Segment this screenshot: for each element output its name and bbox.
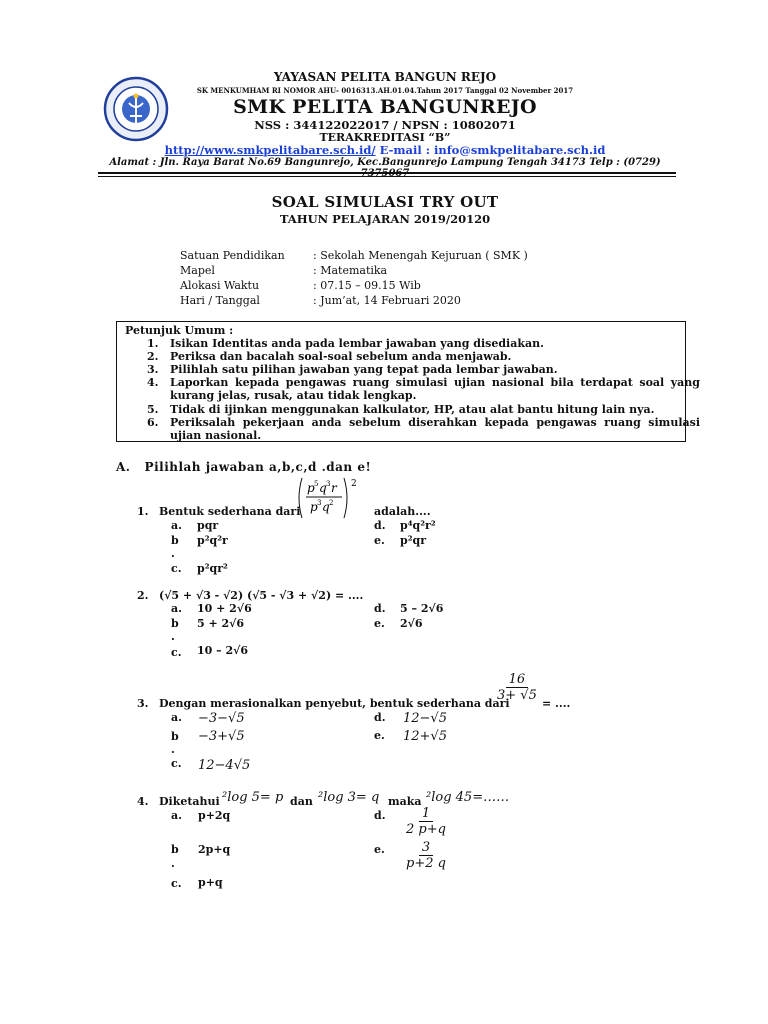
foundation-name: YAYASAN PELITA BANGUN REJO [273, 70, 497, 84]
info-value: : Matematika [313, 264, 388, 277]
q2-option-a[interactable]: 10 + 2√6 [197, 602, 252, 615]
q2-number: 2. [137, 589, 149, 602]
q4-option-d[interactable] [403, 806, 449, 837]
svg-text:q: q [319, 481, 327, 495]
q3-fraction [494, 672, 540, 703]
q4-e-den: p+2 q [406, 856, 446, 871]
q2-stem: (√5 + √3 - √2) (√5 - √3 + √2) = .... [159, 589, 364, 602]
q1-label-d: d. [374, 519, 386, 532]
q3-option-b[interactable]: −3+√5 [198, 729, 245, 744]
q2-option-b[interactable]: 5 + 2√6 [197, 617, 245, 630]
q2-label-c: c. [171, 646, 182, 659]
q2-label-b-dot: . [171, 630, 175, 643]
page-title: SOAL SIMULASI TRY OUT [271, 193, 499, 211]
q3-label-b: b [171, 730, 179, 743]
q4-option-c[interactable]: p+q [198, 876, 223, 889]
info-label: Hari / Tanggal [180, 294, 260, 307]
info-label: Mapel [180, 264, 215, 277]
q4-label-b-dot: . [171, 857, 175, 870]
info-label: Satuan Pendidikan [180, 249, 285, 262]
q3-label-c: c. [171, 757, 182, 770]
q2-label-a: a. [171, 602, 182, 615]
website-link[interactable]: http://www.smkpelitabare.sch.id/ [164, 143, 376, 157]
svg-text:3: 3 [317, 499, 322, 507]
q4-option-b[interactable]: 2p+q [198, 843, 231, 856]
svg-text:2: 2 [329, 499, 334, 507]
q4-stem: Diketahui [159, 795, 220, 808]
q4-number: 4. [137, 795, 149, 808]
q3-label-b-dot: . [171, 743, 175, 756]
q1-number: 1. [137, 505, 149, 518]
q1-option-b[interactable]: p²q²r [197, 534, 228, 547]
q4-and: dan [290, 795, 313, 808]
q4-expr3: ²log 45=…… [426, 790, 510, 805]
q2-label-e: e. [374, 617, 385, 630]
q4-label-b: b [171, 843, 179, 856]
q4-option-e[interactable] [403, 840, 449, 871]
instructions-box: Petunjuk Umum : 1. Isikan Identitas anda pada lembar jawaban yang disediakan. 2. Periksa dan bacalah soal-soal sebelum anda menjawab. 3. Pilihlah satu pilihan jawaban yang tepat pada lembar jawaban. 4. Laporkan kepada pengawas ruang simulasi ujian nasional bila terdapat soal yang kurang jelas, rusak, atau tidak lengkap. 5. Tidak di ijinkan menggunakan kalkulator, HP, atau alat bantu hitung lain nya. 6. Periksalah pekerjaan anda sebelum diserahkan kepada pengawas ruang simulasi ujian nasional. [116, 321, 686, 442]
page-subtitle: TAHUN PELAJARAN 2019/20120 [279, 212, 491, 226]
q4-expr1: ²log 5= p [222, 790, 284, 805]
q4-e-num: 3 [419, 840, 433, 856]
q3-frac-den: 3+ √5 [497, 688, 537, 703]
email-text: E-mail : info@smkpelitabare.sch.id [379, 143, 606, 157]
q1-outer-exponent: 2 [351, 479, 357, 489]
q3-label-e: e. [374, 729, 385, 742]
q3-option-e[interactable]: 12+√5 [403, 729, 447, 744]
school-name: SMK PELITA BANGUNREJO [233, 96, 537, 118]
q2-option-c[interactable]: 10 – 2√6 [197, 644, 249, 657]
q3-option-a[interactable]: −3−√5 [198, 711, 245, 726]
q1-label-a: a. [171, 519, 182, 532]
svg-text:5: 5 [314, 480, 319, 488]
contact-line [150, 143, 620, 157]
q2-option-d[interactable]: 5 – 2√6 [400, 602, 444, 615]
section-heading: A. Pilihlah jawaban a,b,c,d .dan e! [116, 460, 372, 474]
q3-tail: = .... [542, 697, 571, 710]
q1-label-c: c. [171, 562, 182, 575]
q2-option-e[interactable]: 2√6 [400, 617, 423, 630]
info-value: : Sekolah Menengah Kejuruan ( SMK ) [313, 249, 528, 262]
q1-tail: adalah.... [374, 505, 431, 518]
q4-option-a[interactable]: p+2q [198, 809, 231, 822]
q4-maka: maka [388, 795, 422, 808]
info-value: : 07.15 – 09.15 Wib [313, 279, 421, 292]
q3-option-d[interactable]: 12−√5 [403, 711, 447, 726]
q1-stem: Bentuk sederhana dari [159, 505, 301, 518]
header-divider [98, 172, 676, 174]
q3-frac-num: 16 [506, 672, 529, 688]
q1-expression [296, 474, 360, 522]
q1-label-e: e. [374, 534, 385, 547]
q1-option-a[interactable]: pqr [197, 519, 219, 532]
q3-label-a: a. [171, 711, 182, 724]
q4-expr2: ²log 3= q [318, 790, 380, 805]
header-divider-thin [98, 176, 676, 177]
q4-label-d: d. [374, 809, 386, 822]
info-label: Alokasi Waktu [180, 279, 260, 292]
svg-text:3: 3 [326, 480, 331, 488]
address: Alamat : Jln. Raya Barat No.69 Bangunrejo, Kec.Bangunrejo Lampung Tengah 34173 Telp : (0729) 7375067 [109, 157, 661, 179]
decree-line: SK MENKUMHAM RI NOMOR AHU- 0016313.AH.01.04.Tahun 2017 Tanggal 02 November 2017 [196, 86, 574, 95]
q4-label-a: a. [171, 809, 182, 822]
accreditation: TERAKREDITASI “B” [319, 131, 451, 144]
svg-text:p: p [310, 500, 318, 514]
q1-option-e[interactable]: p²qr [400, 534, 426, 547]
q1-label-b: b [171, 534, 179, 547]
q4-label-e: e. [374, 843, 385, 856]
q1-label-b-dot: . [171, 547, 175, 560]
nss-npsn: NSS : 344122022017 / NPSN : 10802071 [254, 118, 516, 132]
svg-text:p: p [307, 481, 315, 495]
q3-number: 3. [137, 697, 149, 710]
q2-label-d: d. [374, 602, 386, 615]
q1-option-d[interactable]: p⁴q²r² [400, 519, 436, 532]
instructions-heading: Petunjuk Umum : [125, 324, 234, 337]
q1-option-c[interactable]: p²qr² [197, 562, 228, 575]
q3-option-c[interactable]: 12−4√5 [198, 758, 251, 773]
info-value: : Jum’at, 14 Februari 2020 [313, 294, 461, 307]
q4-label-c: c. [171, 877, 182, 890]
q4-d-num: 1 [419, 806, 433, 822]
q4-d-den: 2 p+q [406, 822, 446, 837]
q2-label-b: b [171, 617, 179, 630]
svg-text:q: q [322, 500, 330, 514]
q3-label-d: d. [374, 711, 386, 724]
svg-text:r: r [331, 481, 337, 495]
q3-stem: Dengan merasionalkan penyebut, bentuk sederhana dari [159, 697, 510, 710]
